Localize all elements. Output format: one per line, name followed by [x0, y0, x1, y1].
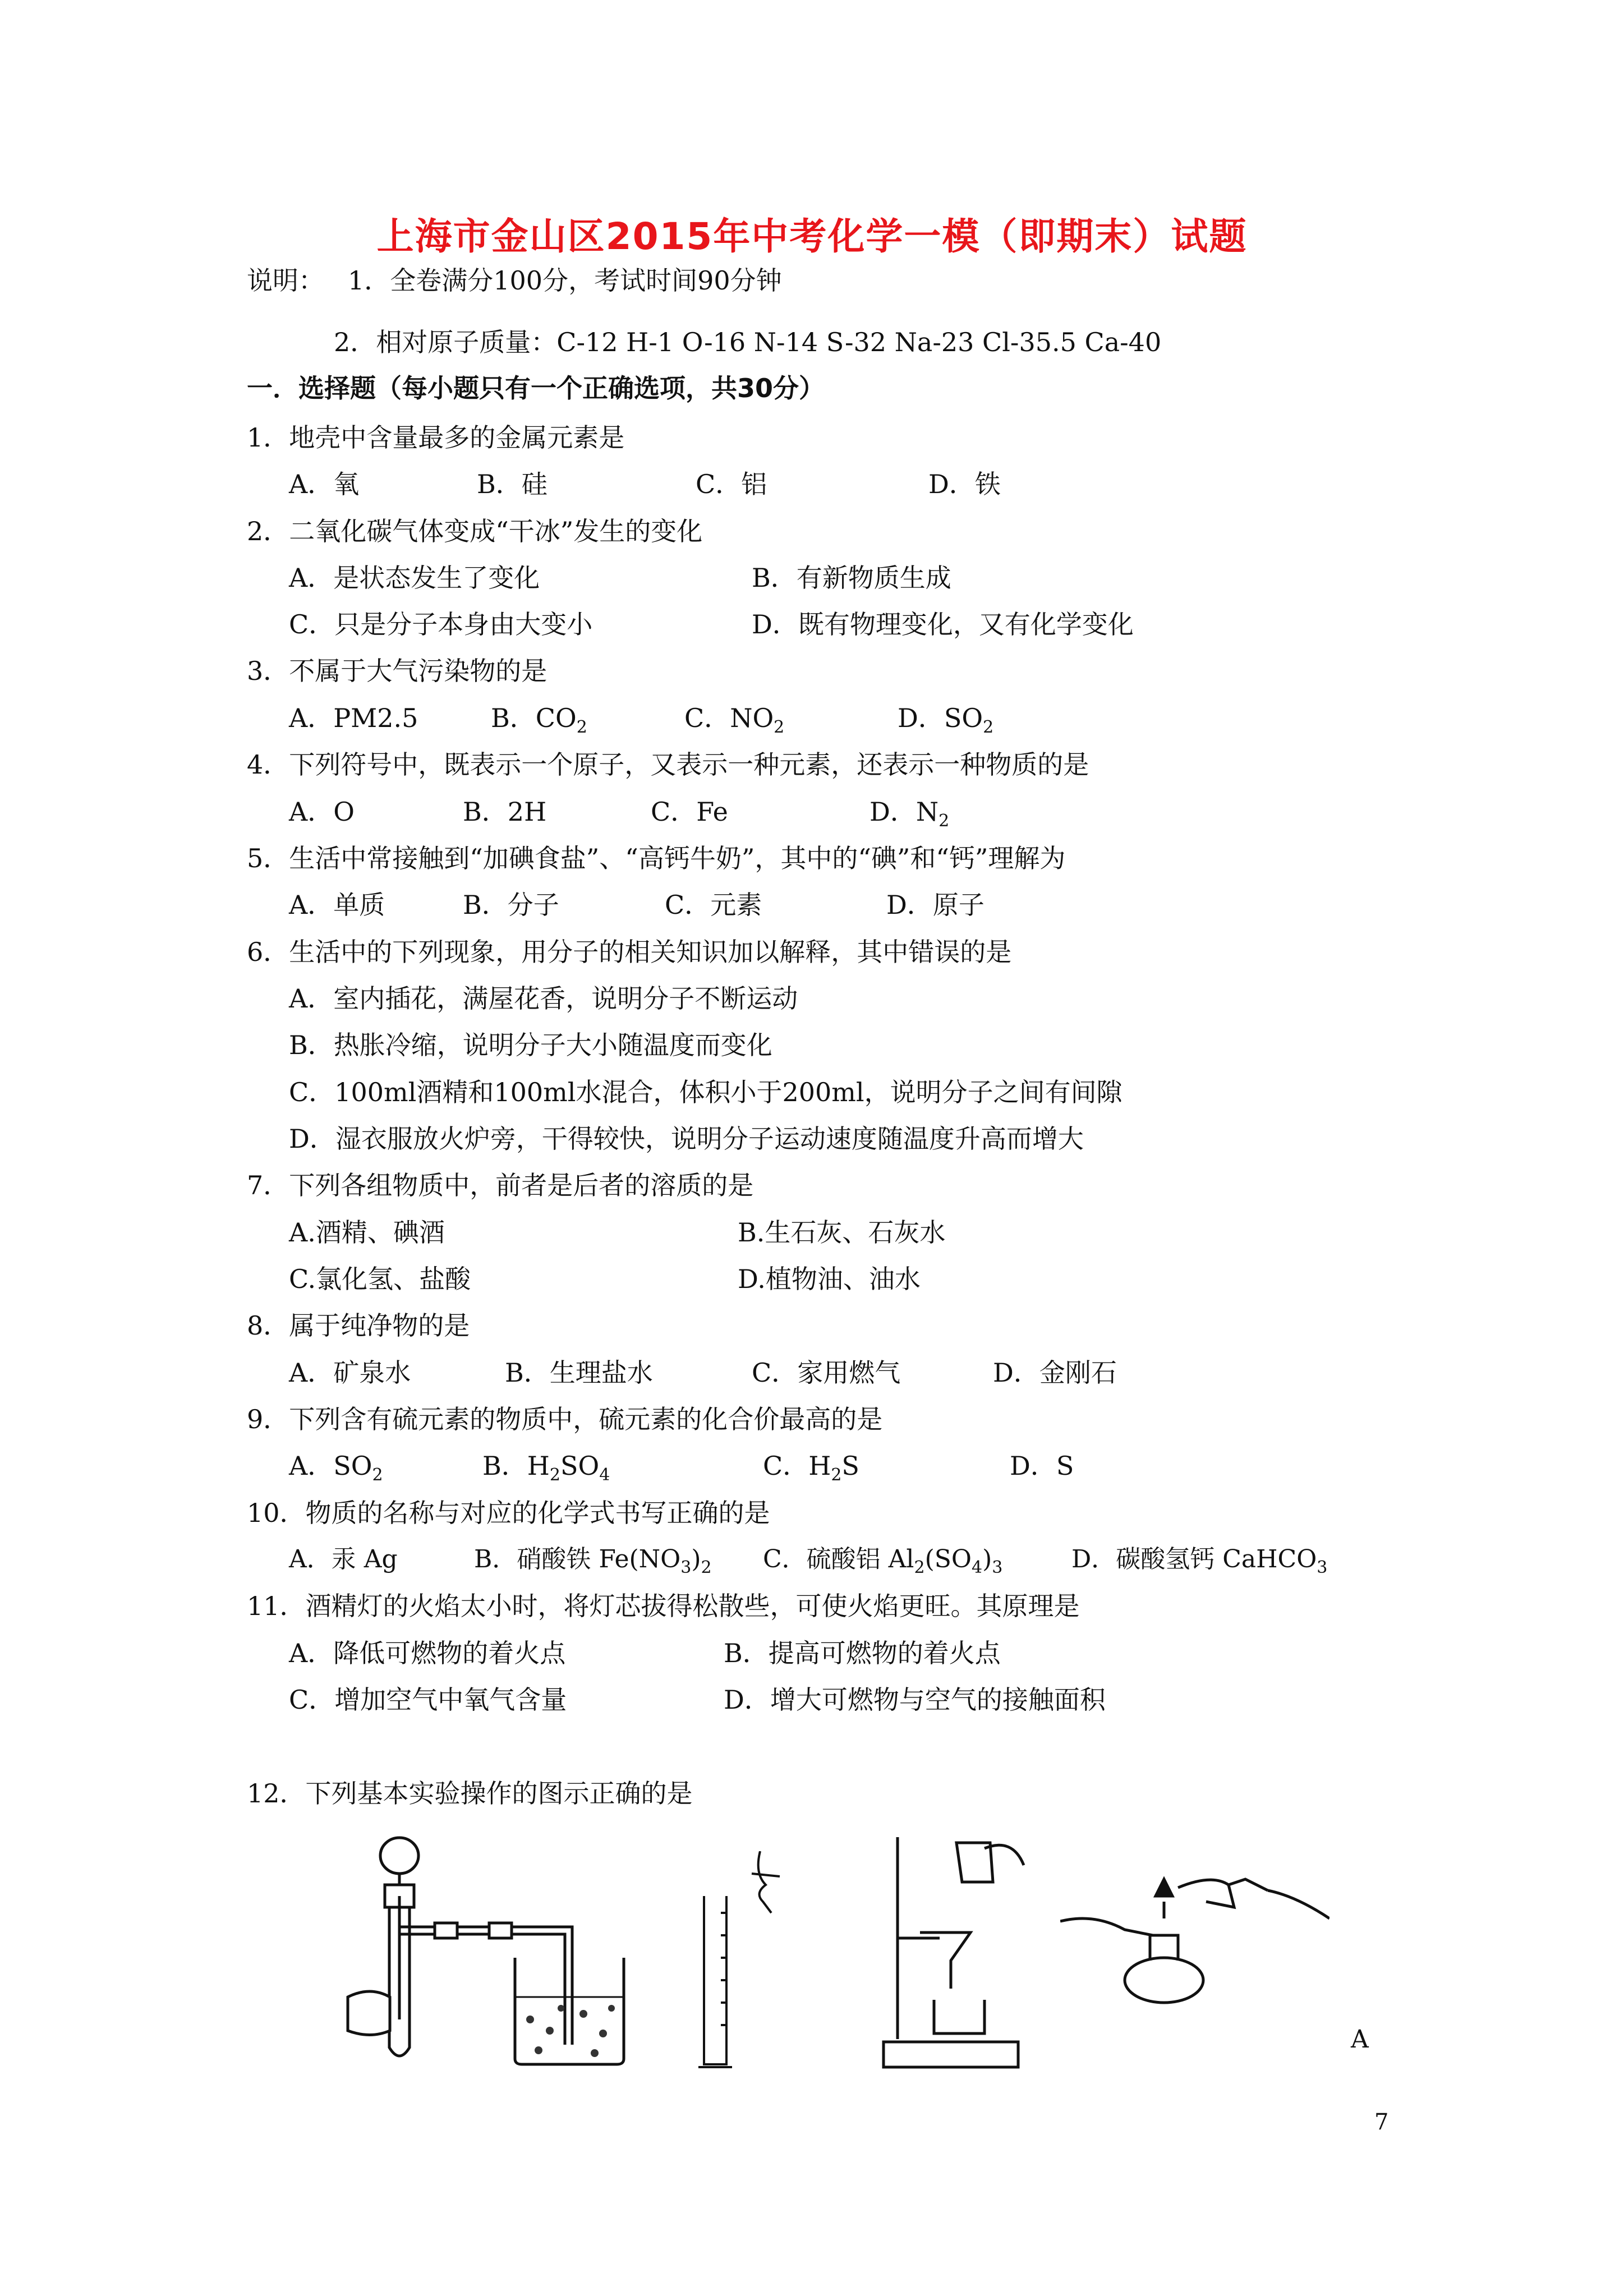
option-b-text: B．CO: [491, 703, 577, 733]
option-d: D．湿衣服放火炉旁，干得较快，说明分子运动速度随温度升高而增大: [289, 1124, 1084, 1154]
option-c: [763, 1449, 859, 1483]
question-stem: 8．属于纯净物的是: [247, 1310, 470, 1341]
option-b: [482, 1449, 610, 1483]
option-a: A．是状态发生了变化: [289, 563, 540, 593]
subscript: 2: [774, 717, 785, 737]
subscript: 3: [680, 1558, 692, 1577]
option-a: A.酒精、碘酒: [289, 1217, 445, 1248]
figure-label: A: [1351, 2025, 1369, 2054]
page-number: 7: [1374, 2109, 1389, 2135]
option-a-text: A．SO: [289, 1451, 372, 1481]
option-b-text: B．H: [482, 1451, 550, 1481]
subscript: 3: [992, 1558, 1003, 1577]
option-d: D．铁: [928, 469, 1001, 499]
option-c-text-2: (SO: [924, 1545, 972, 1573]
option-d: [1071, 1543, 1327, 1576]
question-stem: 12．下列基本实验操作的图示正确的是: [247, 1778, 693, 1809]
option-b: B．分子: [463, 890, 559, 920]
question-stem: 2．二氧化碳气体变成“干冰”发生的变化: [247, 516, 703, 546]
subscript: 2: [576, 717, 587, 737]
option-d: [869, 795, 949, 829]
note-1: 1．全卷满分100分，考试时间90分钟: [348, 265, 782, 296]
option-c: C.氯化氢、盐酸: [289, 1264, 471, 1294]
option-b: B．生理盐水: [505, 1358, 653, 1388]
option-b: B．硅: [477, 469, 548, 499]
option-d: D．原子: [886, 890, 984, 920]
option-c-text-2: S: [841, 1451, 859, 1481]
option-b: B．热胀冷缩，说明分子大小随温度而变化: [289, 1030, 772, 1060]
option-c: C．Fe: [651, 797, 728, 827]
subscript: 2: [701, 1558, 712, 1577]
subscript: 4: [971, 1558, 983, 1577]
question-stem: 10．物质的名称与对应的化学式书写正确的是: [247, 1498, 770, 1528]
option-c: [763, 1543, 1002, 1576]
option-c: C．元素: [665, 890, 762, 920]
option-d: D．S: [1010, 1451, 1074, 1481]
question-stem: 6．生活中的下列现象，用分子的相关知识加以解释，其中错误的是: [247, 937, 1012, 967]
option-d-text: D．SO: [898, 703, 983, 733]
option-d: [898, 701, 993, 735]
option-d: D．既有物理变化，又有化学变化: [752, 609, 1134, 639]
subscript: 2: [549, 1465, 561, 1485]
subscript: 4: [599, 1465, 610, 1485]
subscript: 2: [831, 1465, 842, 1485]
option-c: C．铝: [696, 469, 767, 499]
option-d-text: D．N: [869, 797, 939, 827]
option-d-text: D．碳酸氢钙 CaHCO: [1071, 1545, 1317, 1573]
option-c: C．只是分子本身由大变小: [289, 609, 593, 639]
notes-lead: 说明：: [247, 265, 324, 296]
airtightness-check-figure: [337, 1829, 651, 2076]
option-a: [289, 1449, 383, 1483]
smelling-figure: [687, 1851, 794, 2076]
option-b: [491, 701, 587, 735]
question-stem: 9．下列含有硫元素的物质中，硫元素的化合价最高的是: [247, 1404, 883, 1434]
filtration-figure: [872, 1820, 1029, 2073]
heating-figure: [1060, 1868, 1329, 2036]
option-c-text-3: ): [982, 1545, 992, 1573]
section-heading: 一．选择题（每小题只有一个正确选项，共30分）: [247, 373, 825, 403]
option-b: [474, 1543, 712, 1576]
subscript: 3: [1317, 1558, 1328, 1577]
option-a: A．单质: [289, 890, 385, 920]
question-stem: 5．生活中常接触到“加碘食盐”、“高钙牛奶”，其中的“碘”和“钙”理解为: [247, 843, 1066, 873]
option-a: A．室内插花，满屋花香，说明分子不断运动: [289, 983, 798, 1014]
question-stem: 3．不属于大气污染物的是: [247, 656, 548, 686]
option-b-text-2: SO: [560, 1451, 600, 1481]
note-2: 2．相对原子质量：C-12 H-1 O-16 N-14 S-32 Na-23 Cl-35.5 Ca-40: [334, 327, 1162, 357]
option-b-text-2: ): [691, 1545, 701, 1573]
option-c: C．家用燃气: [752, 1358, 901, 1388]
option-a: A．矿泉水: [289, 1358, 411, 1388]
option-a: A．PM2.5: [289, 703, 418, 733]
option-b: B．有新物质生成: [752, 563, 951, 593]
question-stem: 4．下列符号中，既表示一个原子，又表示一种元素，还表示一种物质的是: [247, 749, 1089, 780]
subscript: 2: [938, 811, 950, 831]
option-c: C．增加空气中氧气含量: [289, 1685, 567, 1715]
option-a: A．氧: [289, 469, 360, 499]
option-b: B.生石灰、石灰水: [738, 1217, 946, 1248]
option-c-text: C．NO: [684, 703, 774, 733]
subscript: 2: [983, 717, 994, 737]
subscript: 2: [372, 1465, 383, 1485]
option-b: B．2H: [463, 797, 547, 827]
question-stem: 11．酒精灯的火焰太小时，将灯芯拔得松散些，可使火焰更旺。其原理是: [247, 1591, 1080, 1621]
question-stem: 1．地壳中含量最多的金属元素是: [247, 422, 625, 453]
question-stem: 7．下列各组物质中，前者是后者的溶质的是: [247, 1170, 754, 1200]
option-d: D．金刚石: [993, 1358, 1117, 1388]
option-a: A．汞 Ag: [289, 1545, 398, 1573]
option-c: C．100ml酒精和100ml水混合，体积小于200ml，说明分子之间有间隙: [289, 1077, 1122, 1107]
option-c-text: C．硫酸铝 Al: [763, 1545, 914, 1573]
option-d: D．增大可燃物与空气的接触面积: [724, 1685, 1106, 1715]
option-d: D.植物油、油水: [738, 1264, 921, 1294]
option-b: B．提高可燃物的着火点: [724, 1638, 1001, 1668]
exam-title: 上海市金山区2015年中考化学一模（即期末）试题: [376, 215, 1248, 258]
option-a: A．降低可燃物的着火点: [289, 1638, 566, 1668]
option-c-text: C．H: [763, 1451, 831, 1481]
option-c: [684, 701, 784, 735]
subscript: 2: [914, 1558, 925, 1577]
option-a: A．O: [289, 797, 355, 827]
option-b-text: B．硝酸铁 Fe(NO: [474, 1545, 681, 1573]
